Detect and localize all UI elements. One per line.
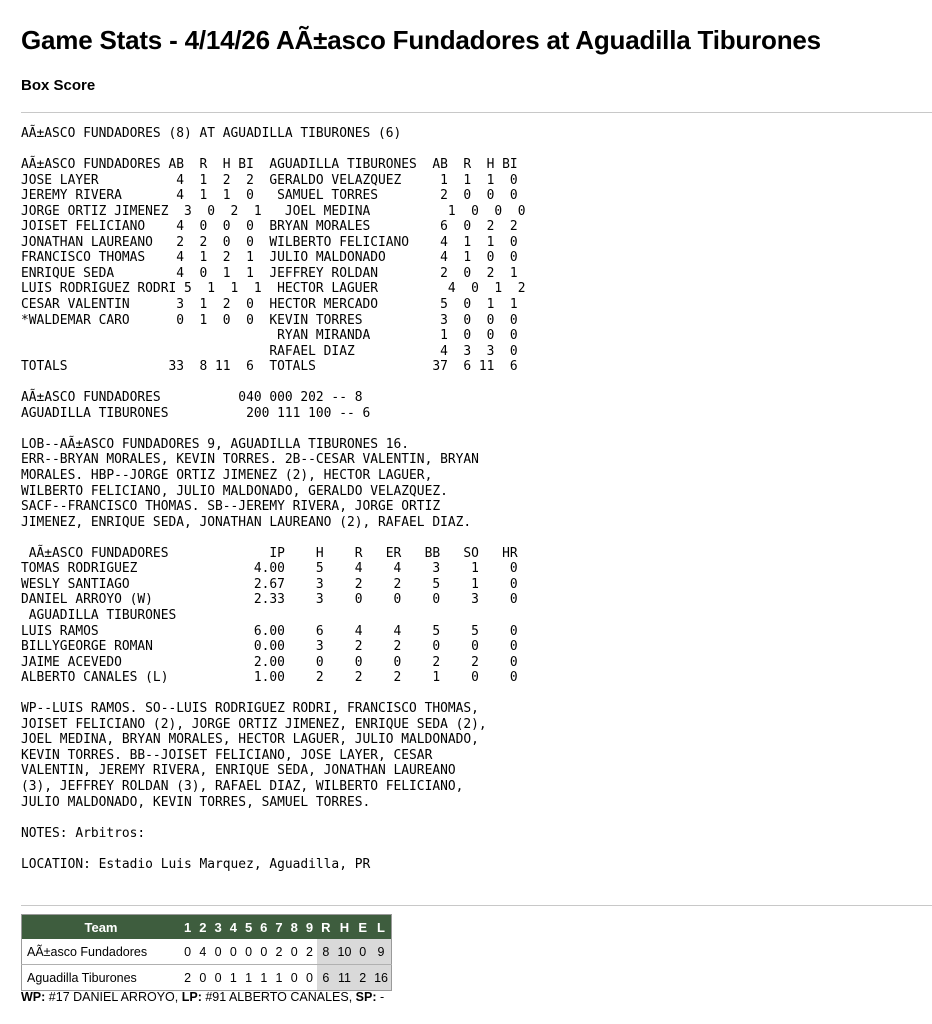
inning-score: 0	[256, 939, 271, 965]
inning-score: 0	[199, 970, 207, 985]
inning-score: 1	[245, 970, 253, 985]
lp-value: #91 ALBERTO CANALES,	[201, 990, 356, 1004]
inning-score: 0	[214, 970, 222, 985]
runs-total: 8	[317, 939, 334, 965]
runs-total: 6	[317, 965, 334, 991]
header-inning-2: 2	[195, 915, 210, 940]
section-title: Box Score	[21, 77, 96, 94]
page-title: Game Stats - 4/14/26 AÃ±asco Fundadores at Aguadilla Tiburones	[21, 25, 821, 55]
inning-score: 0	[241, 939, 256, 965]
linescore-table	[21, 914, 392, 991]
inning-score: 4	[195, 939, 210, 965]
header-inning-1: 1	[180, 915, 195, 940]
team-name: Aguadilla Tiburones	[27, 970, 137, 985]
inning-score: 0	[287, 939, 302, 965]
header-inning-3: 3	[210, 915, 225, 940]
lob-total: 9	[371, 939, 391, 965]
header-runs: R	[317, 915, 334, 940]
inning-score: 1	[229, 970, 237, 985]
divider-bottom	[21, 905, 932, 906]
divider-top	[21, 112, 932, 113]
inning-score: 1	[275, 970, 283, 985]
inning-score: 2	[184, 970, 192, 985]
header-inning-5: 5	[241, 915, 256, 940]
team-name: AÃ±asco Fundadores	[22, 939, 181, 965]
inning-score: 0	[306, 970, 313, 985]
header-team: Team	[22, 915, 181, 940]
inning-score: 2	[271, 939, 286, 965]
header-inning-6: 6	[256, 915, 271, 940]
inning-score: 1	[260, 970, 268, 985]
inning-score: 0	[226, 939, 241, 965]
table-row	[22, 965, 392, 991]
errors-total: 0	[354, 939, 371, 965]
wp-value: #17 DANIEL ARROYO,	[45, 990, 182, 1004]
inning-score: 0	[180, 939, 195, 965]
header-inning-9: 9	[302, 915, 317, 940]
header-lob: L	[371, 915, 391, 940]
box-score-text: AÃ±ASCO FUNDADORES (8) AT AGUADILLA TIBURONES (6) AÃ±ASCO FUNDADORES AB R H BI AGUADILLA TIBURONES AB R H BI JOSE LAYER 4 1 2 2 GERALDO VELAZQUEZ 1 1 1 0 JEREMY RIVERA 4 1 1 0 SAMUEL TORRES 2 0 0 0 JORGE ORTIZ JIMENEZ 3 0 2 1 JOEL MEDINA 1 0 0 0 JOISET FELICIANO 4 0 0 0 BRYAN MORALES 6 0 2 2 JONATHAN LAUREANO 2 2 0 0 WILBERTO FELICIANO 4 1 1 0 FRANCISCO THOMAS 4 1 2 1 JULIO MALDONADO 4 1 0 0 ENRIQUE SEDA 4 0 1 1 JEFFREY ROLDAN 2 0 2 1 LUIS RODRIGUEZ RODRI 5 1 1 1 HECTOR LAGUER 4 0 1 2 CESAR VALENTIN 3 1 2 0 HECTOR MERCADO 5 0 1 1 *WALDEMAR CARO 0 1 0 0 KEVIN TORRES 3 0 0 0 RYAN MIRANDA 1 0 0 0 RAFAEL DIAZ 4 3 3 0 TOTALS 33 8 11 6 TOTALS 37 6 11 6 AÃ±ASCO FUNDADORES 040 000 202 -- 8 AGUADILLA TIBURONES 200 111 100 -- 6 LOB--AÃ±ASCO FUNDADORES 9, AGUADILLA TIBURONES 16. ERR--BRYAN MORALES, KEVIN TORRES. 2B--CESAR VALENTIN, BRYAN MORALES. HBP--JORGE ORTIZ JIMENEZ (2), HECTOR LAGUER, WILBERTO FELICIANO, JULIO MALDONADO, GERALDO VELAZQUEZ. SACF--FRANCISCO THOMAS. SB--JEREMY RIVERA, JORGE ORTIZ JIMENEZ, ENRIQUE SEDA, JONATHAN LAUREANO (2), RAFAEL DIAZ. AÃ±ASCO FUNDADORES IP H R ER BB SO HR TOMAS RODRIGUEZ 4.00 5 4 4 3 1 0 WESLY SANTIAGO 2.67 3 2 2 5 1 0 DANIEL ARROYO (W) 2.33 3 0 0 0 3 0 AGUADILLA TIBURONES LUIS RAMOS 6.00 6 4 4 5 5 0 BILLYGEORGE ROMAN 0.00 3 2 2 0 0 0 JAIME ACEVEDO 2.00 0 0 0 2 2 0 ALBERTO CANALES (L) 1.00 2 2 2 1 0 0 WP--LUIS RAMOS. SO--LUIS RODRIGUEZ RODRI, FRANCISCO THOMAS, JOISET FELICIANO (2), JORGE ORTIZ JIMENEZ, ENRIQUE SEDA (2), JOEL MEDINA, BRYAN MORALES, HECTOR LAGUER, JULIO MALDONADO, KEVIN TORRES. BB--JOISET FELICIANO, JOSE LAYER, CESAR VALENTIN, JEREMY RIVERA, ENRIQUE SEDA, JONATHAN LAUREANO (3), JEFFREY ROLDAN (3), RAFAEL DIAZ, WILBERTO FELICIANO, JULIO MALDONADO, KEVIN TORRES, SAMUEL TORRES. NOTES: Arbitros: LOCATION: Estadio Luis Marquez, Aguadilla, PR	[21, 126, 526, 872]
table-row	[22, 939, 392, 965]
lob-total: 16	[371, 965, 391, 991]
linescore-header-row	[22, 915, 392, 940]
sp-label: SP:	[355, 990, 377, 1004]
errors-total: 2	[354, 965, 371, 991]
pitcher-decisions	[21, 990, 384, 1004]
hits-total: 10	[335, 939, 355, 965]
lp-label: LP:	[181, 990, 202, 1004]
header-inning-8: 8	[287, 915, 302, 940]
header-errors: E	[354, 915, 371, 940]
inning-score: 2	[302, 939, 317, 965]
wp-label: WP:	[21, 990, 46, 1004]
header-hits: H	[335, 915, 355, 940]
header-inning-7: 7	[271, 915, 286, 940]
inning-score: 0	[290, 970, 298, 985]
inning-score: 0	[210, 939, 225, 965]
hits-total: 11	[335, 965, 355, 991]
sp-value: -	[376, 990, 385, 1004]
header-inning-4: 4	[226, 915, 241, 940]
